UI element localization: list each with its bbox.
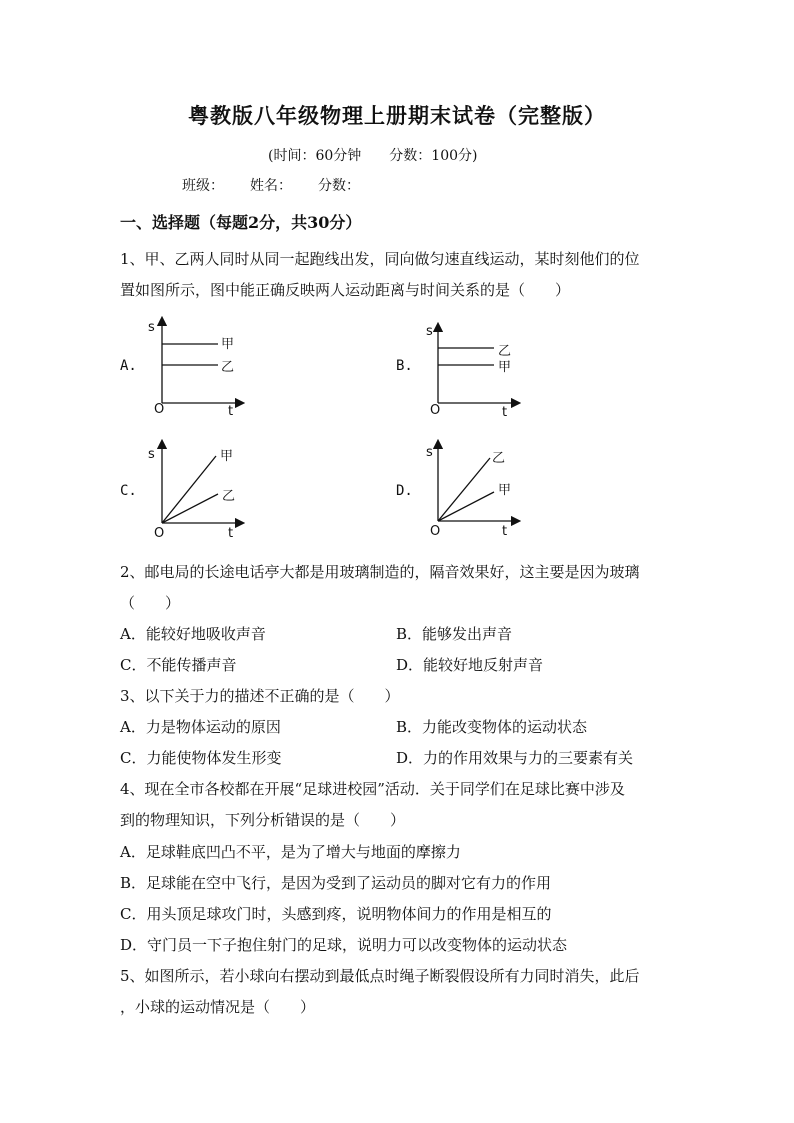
graph-d	[418, 438, 538, 543]
graph-b-top-series: 乙	[498, 344, 512, 359]
graph-b-t-label: t	[502, 405, 508, 420]
graph-a-top-series: 甲	[221, 337, 235, 352]
q2-line1: 2、邮电局的长途电话亭大都是用玻璃制造的，隔音效果好，这主要是因为玻璃	[120, 563, 640, 581]
q5-line1: 5、如图所示，若小球向右摆动到最低点时绳子断裂假设所有力同时消失，此后	[120, 967, 640, 985]
graph-d-top-series: 乙	[492, 451, 506, 466]
graph-b-s-label: s	[426, 324, 433, 339]
graph-a	[140, 315, 260, 420]
score-info: 分数：100分)	[389, 148, 478, 164]
q4-option-d[interactable]: D．守门员一下子抱住射门的足球，说明力可以改变物体的运动状态	[120, 936, 568, 954]
graph-d-line-shallow	[438, 492, 494, 521]
class-label: 班级：	[182, 178, 224, 194]
graph-a-t-label: t	[228, 404, 234, 419]
exam-meta	[268, 145, 505, 165]
graph-a-origin: O	[154, 402, 165, 417]
graph-d-s-label: s	[426, 445, 433, 460]
q2-option-d[interactable]: D．能较好地反射声音	[396, 656, 544, 674]
score-label: 分数：	[318, 178, 360, 194]
graph-b	[418, 315, 538, 420]
graph-d-label: D.	[396, 483, 413, 499]
graph-b-origin: O	[430, 403, 441, 418]
graph-d-origin: O	[430, 524, 441, 539]
q3-option-b[interactable]: B．力能改变物体的运动状态	[396, 718, 588, 736]
graph-d-t-label: t	[502, 524, 508, 539]
q1-line2: 置如图所示，图中能正确反映两人运动距离与时间关系的是（ ）	[120, 281, 571, 299]
q4-line2: 到的物理知识，下列分析错误的是（ ）	[120, 811, 406, 829]
graph-c	[140, 438, 260, 543]
q3-option-d[interactable]: D．力的作用效果与力的三要素有关	[396, 749, 634, 767]
graph-a-s-label: s	[148, 320, 155, 335]
q4-option-a[interactable]: A．足球鞋底凹凸不平，是为了增大与地面的摩擦力	[120, 843, 461, 861]
graph-c-line-shallow	[162, 494, 218, 523]
q3-option-c[interactable]: C．力能使物体发生形变	[120, 749, 282, 767]
section-title: 一、选择题（每题2分，共30分）	[120, 213, 362, 232]
exam-title: 粤教版八年级物理上册期末试卷（完整版）	[188, 103, 606, 128]
graph-a-label: A.	[120, 358, 137, 374]
graph-b-bottom-series: 甲	[498, 360, 512, 375]
q2-line2: （ ）	[120, 594, 181, 612]
q4-option-b[interactable]: B．足球能在空中飞行，是因为受到了运动员的脚对它有力的作用	[120, 874, 552, 892]
graph-c-t-label: t	[228, 526, 234, 541]
q2-option-b[interactable]: B．能够发出声音	[396, 625, 513, 643]
graph-a-bottom-series: 乙	[221, 360, 235, 375]
graph-b-label: B.	[396, 358, 413, 374]
q4-option-c[interactable]: C．用头顶足球攻门时，头感到疼，说明物体间力的作用是相互的	[120, 905, 552, 923]
q2-option-a[interactable]: A．能较好地吸收声音	[120, 625, 266, 643]
graph-c-label: C.	[120, 483, 137, 499]
graph-c-bottom-series: 乙	[222, 489, 236, 504]
graph-c-origin: O	[154, 526, 165, 541]
graph-d-line-steep	[438, 458, 490, 521]
graph-c-line-steep	[162, 456, 216, 523]
q4-line1: 4、现在全市各校都在开展“足球进校园”活动．关于同学们在足球比赛中涉及	[120, 780, 625, 798]
q1-line1: 1、甲、乙两人同时从同一起跑线出发，同向做匀速直线运动，某时刻他们的位	[120, 250, 640, 268]
graph-c-top-series: 甲	[220, 449, 234, 464]
q2-option-c[interactable]: C．不能传播声音	[120, 656, 237, 674]
q5-line2: ，小球的运动情况是（ ）	[120, 998, 316, 1016]
student-info	[182, 175, 386, 195]
graph-c-s-label: s	[148, 447, 155, 462]
name-label: 姓名：	[250, 178, 292, 194]
graph-d-bottom-series: 甲	[498, 483, 512, 498]
q3-option-a[interactable]: A．力是物体运动的原因	[120, 718, 281, 736]
time-info: (时间：60分钟	[268, 148, 362, 164]
q3-line1: 3、以下关于力的描述不正确的是（ ）	[120, 687, 400, 705]
